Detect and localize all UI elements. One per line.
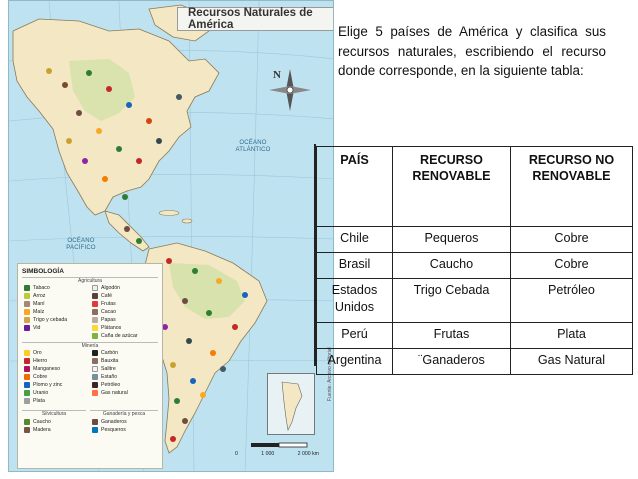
copper-icon [24, 374, 30, 380]
resources-table [316, 146, 633, 375]
legend-item: Oro [24, 349, 42, 356]
compass-north-label: N [273, 69, 281, 81]
banana-icon [92, 325, 98, 331]
fish-icon [92, 427, 98, 433]
cell-nonrenewable[interactable]: Petróleo [511, 279, 633, 323]
header-country: PAÍS [317, 147, 393, 227]
legend-item: Frutas [92, 300, 116, 307]
legend-item: Vid [24, 324, 40, 331]
legend-item: Petróleo [92, 381, 120, 388]
sugarcane-icon [92, 333, 98, 339]
legend-item: Tabaco [24, 284, 50, 291]
saltpeter-icon [92, 366, 98, 372]
cattle-icon [92, 419, 98, 425]
cell-nonrenewable[interactable]: Plata [511, 323, 633, 349]
table-header-row [317, 147, 633, 227]
wood-icon [24, 427, 30, 433]
legend-item: Plátanos [92, 324, 121, 331]
legend-title: SIMBOLOGÍA [22, 268, 64, 275]
legend-item: Salitre [92, 365, 116, 372]
ocean-pacific-label: OCÉANO PACÍFICO [66, 238, 96, 251]
legend-item: Manganeso [24, 365, 60, 372]
tobacco-icon [24, 285, 30, 291]
cell-country[interactable]: Estados Unidos [317, 279, 393, 323]
map-inset [267, 373, 315, 435]
iron-icon [24, 358, 30, 364]
legend-mining-head: Minería [22, 342, 158, 349]
cacao-icon [92, 309, 98, 315]
cell-nonrenewable[interactable]: Cobre [511, 253, 633, 279]
cotton-icon [92, 285, 98, 291]
bauxite-icon [92, 358, 98, 364]
compass-rose-icon [265, 65, 315, 115]
legend-item: Ganaderos [92, 418, 127, 425]
legend-item: Trigo y cebada [24, 316, 67, 323]
natural-gas-icon [92, 390, 98, 396]
scale-labels: 0 1 000 2 000 km [235, 451, 319, 457]
cell-nonrenewable[interactable]: Gas Natural [511, 349, 633, 375]
map-source: Fuente: Archivo editorial [327, 347, 333, 401]
legend-item: Madera [24, 426, 51, 433]
fruit-icon [92, 301, 98, 307]
cell-country[interactable]: Chile [317, 227, 393, 253]
header-nonrenewable: RECURSO NO RENOVABLE [511, 147, 633, 227]
table-row [317, 349, 633, 375]
legend-item: Carbón [92, 349, 118, 356]
legend-item: Arroz [24, 292, 45, 299]
legend-item: Maní [24, 300, 45, 307]
table-row [317, 227, 633, 253]
oil-icon [92, 382, 98, 388]
potato-icon [92, 317, 98, 323]
legend-item: Plomo y zinc [24, 381, 62, 388]
tin-icon [92, 374, 98, 380]
legend-item: Caucho [24, 418, 51, 425]
legend-item: Uranio [24, 389, 48, 396]
resource-map [8, 0, 334, 472]
gold-icon [24, 350, 30, 356]
legend-item: Algodón [92, 284, 120, 291]
legend-item: Maíz [24, 308, 44, 315]
grape-icon [24, 325, 30, 331]
legend-item: Gas natural [92, 389, 128, 396]
wheat-icon [24, 317, 30, 323]
cell-renewable[interactable]: Frutas [393, 323, 511, 349]
cell-country[interactable]: Brasil [317, 253, 393, 279]
cell-renewable[interactable]: Caucho [393, 253, 511, 279]
north-america-shape [13, 19, 219, 215]
header-renewable: RECURSO RENOVABLE [393, 147, 511, 227]
manganese-icon [24, 366, 30, 372]
peanut-icon [24, 301, 30, 307]
legend-item: Caña de azúcar [92, 332, 138, 339]
ocean-atlantic-label: OCÉANO ATLÁNTICO [235, 140, 271, 153]
legend-item: Papas [92, 316, 116, 323]
table-row [317, 253, 633, 279]
legend-item: Hierro [24, 357, 47, 364]
uranium-icon [24, 390, 30, 396]
corn-icon [24, 309, 30, 315]
lead-zinc-icon [24, 382, 30, 388]
legend-item: Café [92, 292, 112, 299]
legend-agriculture-head: Agricultura [22, 277, 158, 284]
map-legend [17, 263, 163, 469]
coffee-icon [92, 293, 98, 299]
cell-renewable[interactable]: Pequeros [393, 227, 511, 253]
coal-icon [92, 350, 98, 356]
silver-icon [24, 398, 30, 404]
map-title: Recursos Naturales de América [177, 7, 334, 31]
legend-forestry-head: Silvicultura [22, 410, 86, 417]
cell-country[interactable]: Argentina [317, 349, 393, 375]
legend-item: Bauxita [92, 357, 118, 364]
legend-item: Cacao [92, 308, 116, 315]
legend-item: Cobre [24, 373, 47, 380]
legend-item: Pesqueros [92, 426, 126, 433]
cell-country[interactable]: Perú [317, 323, 393, 349]
table-row [317, 323, 633, 349]
cell-renewable[interactable]: ¨Ganaderos [393, 349, 511, 375]
instruction-text: Elige 5 países de América y clasifica sus recursos naturales, escribiendo el recurso donde corresponde, en la siguiente tabla: [338, 24, 606, 78]
cell-nonrenewable[interactable]: Cobre [511, 227, 633, 253]
table-row [317, 279, 633, 323]
legend-item: Plata [24, 397, 45, 404]
legend-item: Estaño [92, 373, 117, 380]
rice-icon [24, 293, 30, 299]
rubber-icon [24, 419, 30, 425]
cell-renewable[interactable]: Trigo Cebada [393, 279, 511, 323]
legend-livestock-head: Ganadería y pesca [90, 410, 158, 417]
